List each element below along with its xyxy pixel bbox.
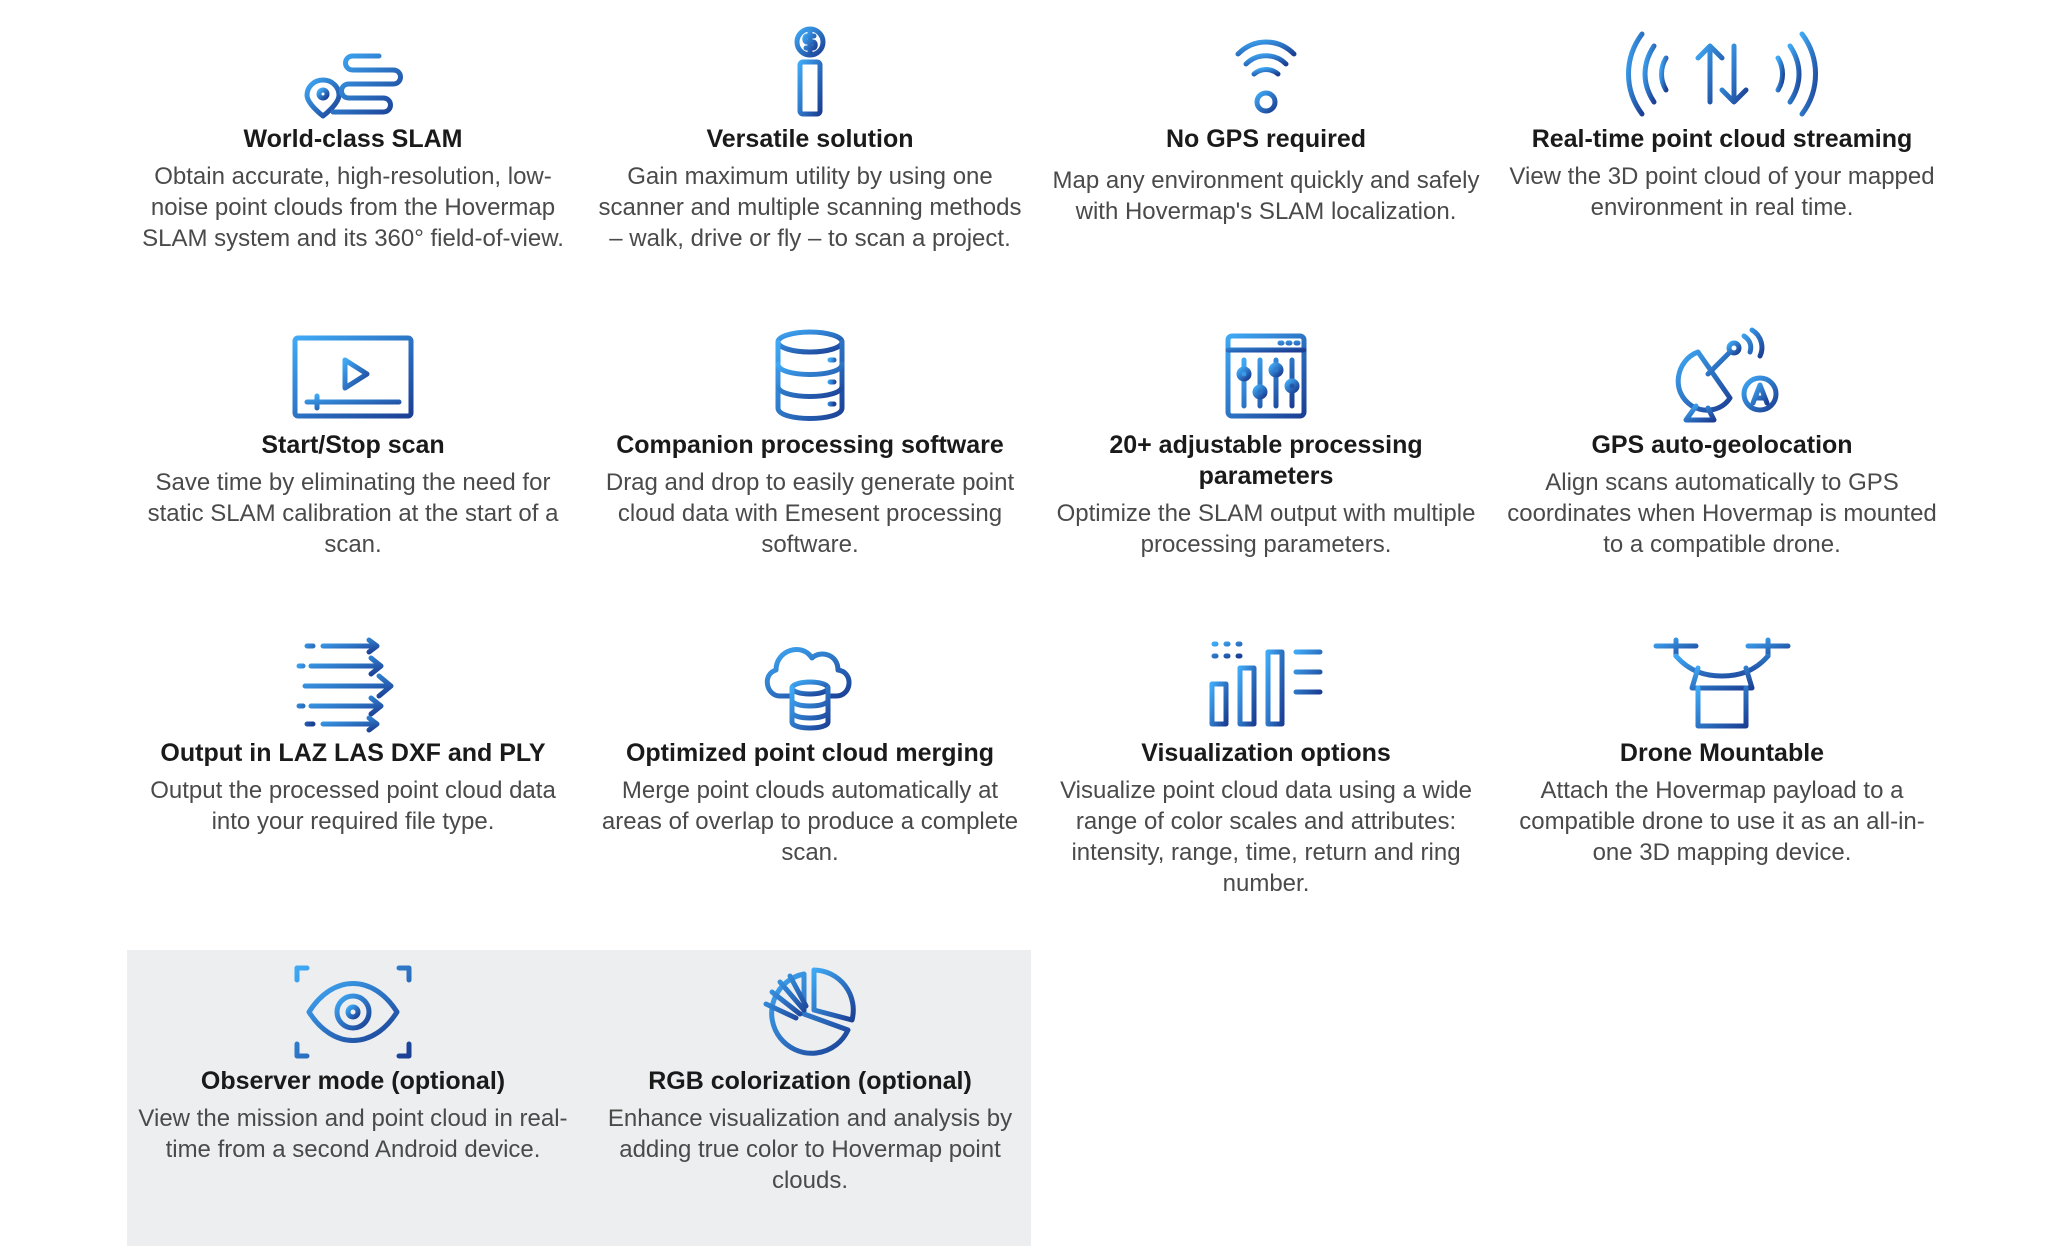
- feature-world-class-slam: [127, 24, 579, 254]
- feature-description: Map any environment quickly and safely with Hovermap's SLAM localization.: [1052, 167, 1480, 225]
- fast-arrows-icon: [293, 638, 413, 730]
- feature-description: Enhance visualization and analysis by adding true color to Hovermap point clouds.: [607, 1105, 1013, 1194]
- feature-description: Save time by eliminating the need for static SLAM calibration at the start of a scan.: [147, 469, 559, 558]
- feature-output-formats: [127, 638, 579, 837]
- feature-title: RGB colorization (optional): [648, 1067, 972, 1095]
- feature-title: No GPS required: [1165, 125, 1367, 153]
- feature-description: Output the processed point cloud data into your required file type.: [150, 777, 556, 835]
- feature-description: Optimize the SLAM output with multiple processing parameters.: [1056, 500, 1476, 558]
- feature-title: Observer mode (optional): [200, 1067, 506, 1095]
- database-icon: [750, 330, 870, 422]
- feature-description: Attach the Hovermap payload to a compatible drone to use it as an all-in-one 3D mapping device.: [1519, 777, 1925, 866]
- feature-title: Visualization options: [1141, 739, 1391, 767]
- feature-observer-mode: [127, 966, 579, 1165]
- feature-title: Versatile solution: [706, 125, 914, 153]
- feature-description: View the 3D point cloud of your mapped environment in real time.: [1509, 163, 1935, 221]
- feature-realtime-streaming: [1496, 24, 1948, 223]
- feature-description: Align scans automatically to GPS coordinates when Hovermap is mounted to a compatible drone.: [1507, 469, 1937, 558]
- feature-visualization: [1040, 638, 1492, 899]
- feature-companion-software: [584, 330, 1036, 560]
- feature-description: Drag and drop to easily generate point cloud data with Emesent processing software.: [605, 469, 1015, 558]
- color-wheel-icon: [750, 966, 870, 1058]
- feature-description: Gain maximum utility by using one scanner and multiple scanning methods – walk, drive or fly – to scan a project.: [598, 163, 1022, 252]
- feature-title: 20+ adjustable processing parameters: [1109, 431, 1423, 490]
- sliders-window-icon: [1206, 330, 1326, 422]
- cloud-database-icon: [750, 638, 870, 730]
- feature-title: World-class SLAM: [243, 125, 463, 153]
- feature-title: GPS auto-geolocation: [1591, 431, 1853, 459]
- feature-title: Output in LAZ LAS DXF and PLY: [160, 739, 546, 767]
- feature-adjustable-parameters: [1040, 330, 1492, 560]
- bar-chart-icon: [1206, 638, 1326, 730]
- feature-cloud-merging: [584, 638, 1036, 868]
- feature-description: Merge point clouds automatically at areas of overlap to produce a complete scan.: [601, 777, 1019, 866]
- feature-title: Companion processing software: [616, 431, 1004, 459]
- feature-description: View the mission and point cloud in real-time from a second Android device.: [138, 1105, 568, 1163]
- drone-icon: [1652, 638, 1792, 730]
- feature-title: Start/Stop scan: [261, 431, 445, 459]
- satellite-dish-icon: [1662, 330, 1782, 422]
- feature-title: Optimized point cloud merging: [625, 739, 995, 767]
- feature-description: Visualize point cloud data using a wide range of color scales and attributes: intensity, range, time, return and ring number.: [1060, 777, 1472, 897]
- route-pin-icon: [293, 24, 413, 116]
- feature-start-stop-scan: [127, 330, 579, 560]
- wifi-node-icon: [1206, 24, 1326, 116]
- feature-drone-mountable: [1496, 638, 1948, 868]
- feature-no-gps: [1040, 24, 1492, 227]
- streaming-arrows-icon: [1622, 24, 1822, 116]
- video-play-icon: [293, 330, 413, 422]
- feature-title: Real-time point cloud streaming: [1531, 125, 1913, 153]
- feature-gps-geolocation: [1496, 330, 1948, 560]
- eye-focus-icon: [293, 966, 413, 1058]
- feature-description: Obtain accurate, high-resolution, low-noise point clouds from the Hovermap SLAM system and its 360° field-of-view.: [142, 163, 564, 252]
- dollar-scanner-icon: [750, 24, 870, 116]
- feature-versatile-solution: [584, 24, 1036, 254]
- feature-rgb-colorization: [584, 966, 1036, 1196]
- feature-title: Drone Mountable: [1619, 739, 1825, 767]
